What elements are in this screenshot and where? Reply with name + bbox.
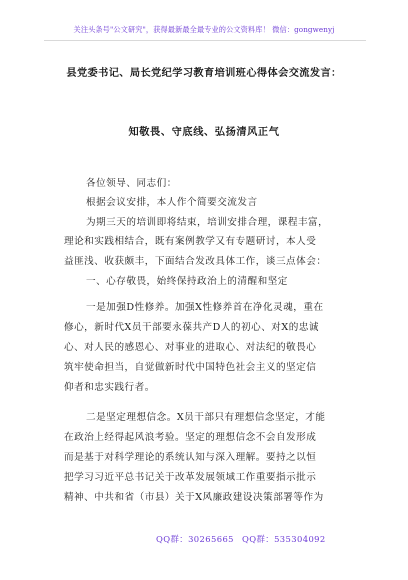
body-line: 把学习习近平总书记关于改革发展领域工作重要指示批示: [64, 472, 317, 483]
body-line: 为期三天的培训即将结束，培训安排合理，课程丰富，: [86, 217, 329, 228]
body-line: 一是加强D性修养。加强X性修养首在净化灵魂，重在: [86, 302, 324, 313]
body-line: 修心，新时代X员干部要永葆共产D人的初心、对X的忠诚: [64, 322, 320, 333]
header-banner-text: 关注头条号"公文研究"，获得最新最全最专业的公文资料库！ 微信：gongwenyj: [73, 25, 335, 34]
footer-qq-group-1: QQ群：30265665: [156, 534, 234, 544]
body-line: 一、心存敬畏，始终保持政治上的清醒和坚定: [86, 276, 288, 287]
document-subtitle: 知敬畏、守底线、弘扬清风正气: [128, 126, 280, 138]
footer-qq-group-2: QQ群：535304092: [242, 534, 326, 544]
body-line: 仰者和忠实践行者。: [64, 382, 155, 393]
body-line: 而是基于对科学理论的系统认知与深入理解。要持之以恒: [64, 452, 317, 463]
body-line: 根据会议安排，本人作个简要交流发言: [86, 197, 258, 208]
body-line: 理论和实践相结合，既有案例教学又有专题研讨，本人受: [64, 236, 317, 247]
header-divider: [44, 40, 366, 41]
body-line: 二是坚定理想信念。X员干部只有理想信念坚定，才能: [86, 412, 326, 423]
body-line: 各位领导、同志们：: [86, 178, 177, 189]
document-title: 县党委书记、局长党纪学习教育培训班心得体会交流发言：: [66, 67, 342, 79]
body-line: 益匪浅、收获颇丰，下面结合发改具体工作，谈三点体会：: [64, 256, 327, 267]
body-line: 在政治上经得起风浪考验。坚定的理想信念不会自发形成: [64, 432, 317, 443]
body-line: 精神、中共和省（市县）关于X风廉政建设决策部署等作为: [64, 492, 324, 503]
body-line: 心、对人民的感恩心、对事业的进取心、对法纪的敬畏心: [64, 342, 317, 353]
header-banner: [0, 0, 408, 42]
body-line: 筑牢使命担当，自觉做新时代中国特色社会主义的坚定信: [64, 362, 317, 373]
